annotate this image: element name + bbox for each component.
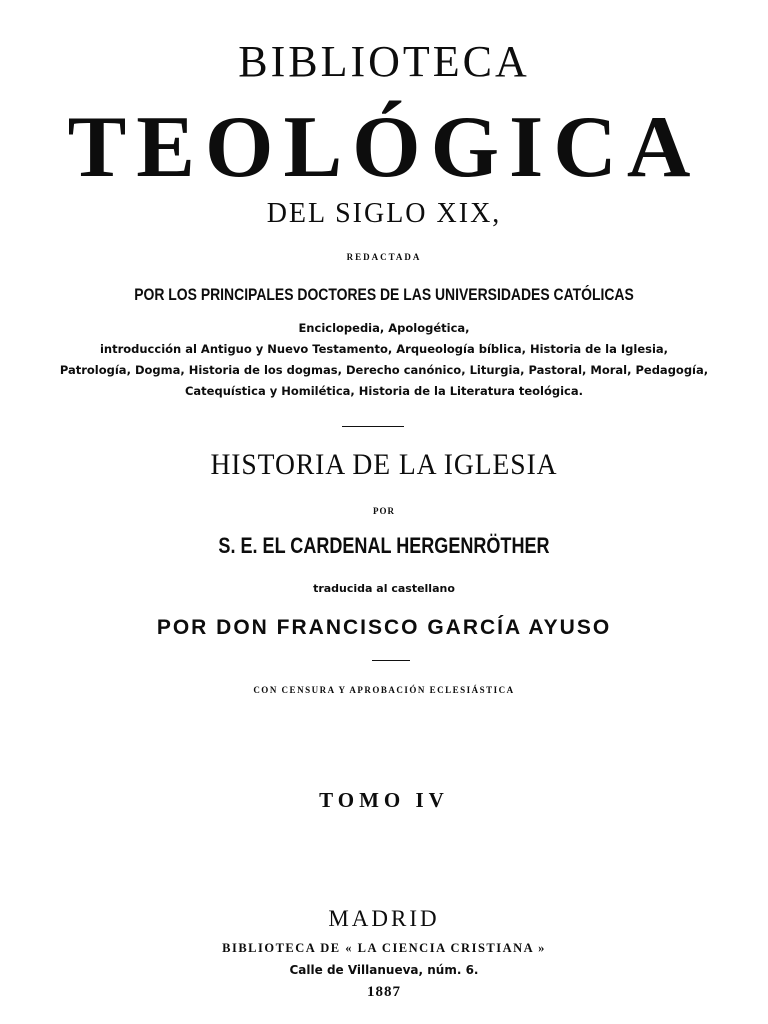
author-name: S. E. EL CARDENAL HERGENRÖTHER <box>218 533 550 558</box>
publisher-address: Calle de Villanueva, núm. 6. <box>289 963 479 977</box>
topics-line: Enciclopedia, Apologética, <box>298 321 470 335</box>
topics-line: Patrología, Dogma, Historia de los dogmas, Derecho canónico, Liturgia, Pastoral, Moral, Pedagogía, <box>59 363 709 377</box>
publisher-name: BIBLIOTECA DE « LA CIENCIA CRISTIANA » <box>222 941 546 955</box>
divider-rule <box>342 426 404 427</box>
translator-name: POR DON FRANCISCO GARCÍA AYUSO <box>156 616 612 639</box>
translated-label: traducida al castellano <box>313 582 455 595</box>
censorship-note: CON CENSURA Y APROBACIÓN ECLESIÁSTICA <box>253 685 515 695</box>
publication-city: MADRID <box>328 906 440 931</box>
redacted-label: REDACTADA <box>346 252 422 262</box>
by-label: POR <box>373 506 395 516</box>
topics-line: Catequística y Homilética, Historia de la Literatura teológica. <box>184 384 583 398</box>
main-title: TEOLÓGICA <box>67 99 701 196</box>
publication-year: 1887 <box>367 984 401 1000</box>
topics-line: introducción al Antiguo y Nuevo Testamento, Arqueología bíblica, Historia de la Iglesia, <box>99 342 669 356</box>
series-heading: BIBLIOTECA <box>238 37 530 86</box>
century-subtitle: DEL SIGLO XIX, <box>266 198 502 229</box>
work-title: HISTORIA DE LA IGLESIA <box>210 448 558 481</box>
divider-rule <box>372 660 410 661</box>
authors-line: POR LOS PRINCIPALES DOCTORES DE LAS UNIVERSIDADES CATÓLICAS <box>134 285 634 304</box>
volume-label: TOMO IV <box>319 788 449 812</box>
